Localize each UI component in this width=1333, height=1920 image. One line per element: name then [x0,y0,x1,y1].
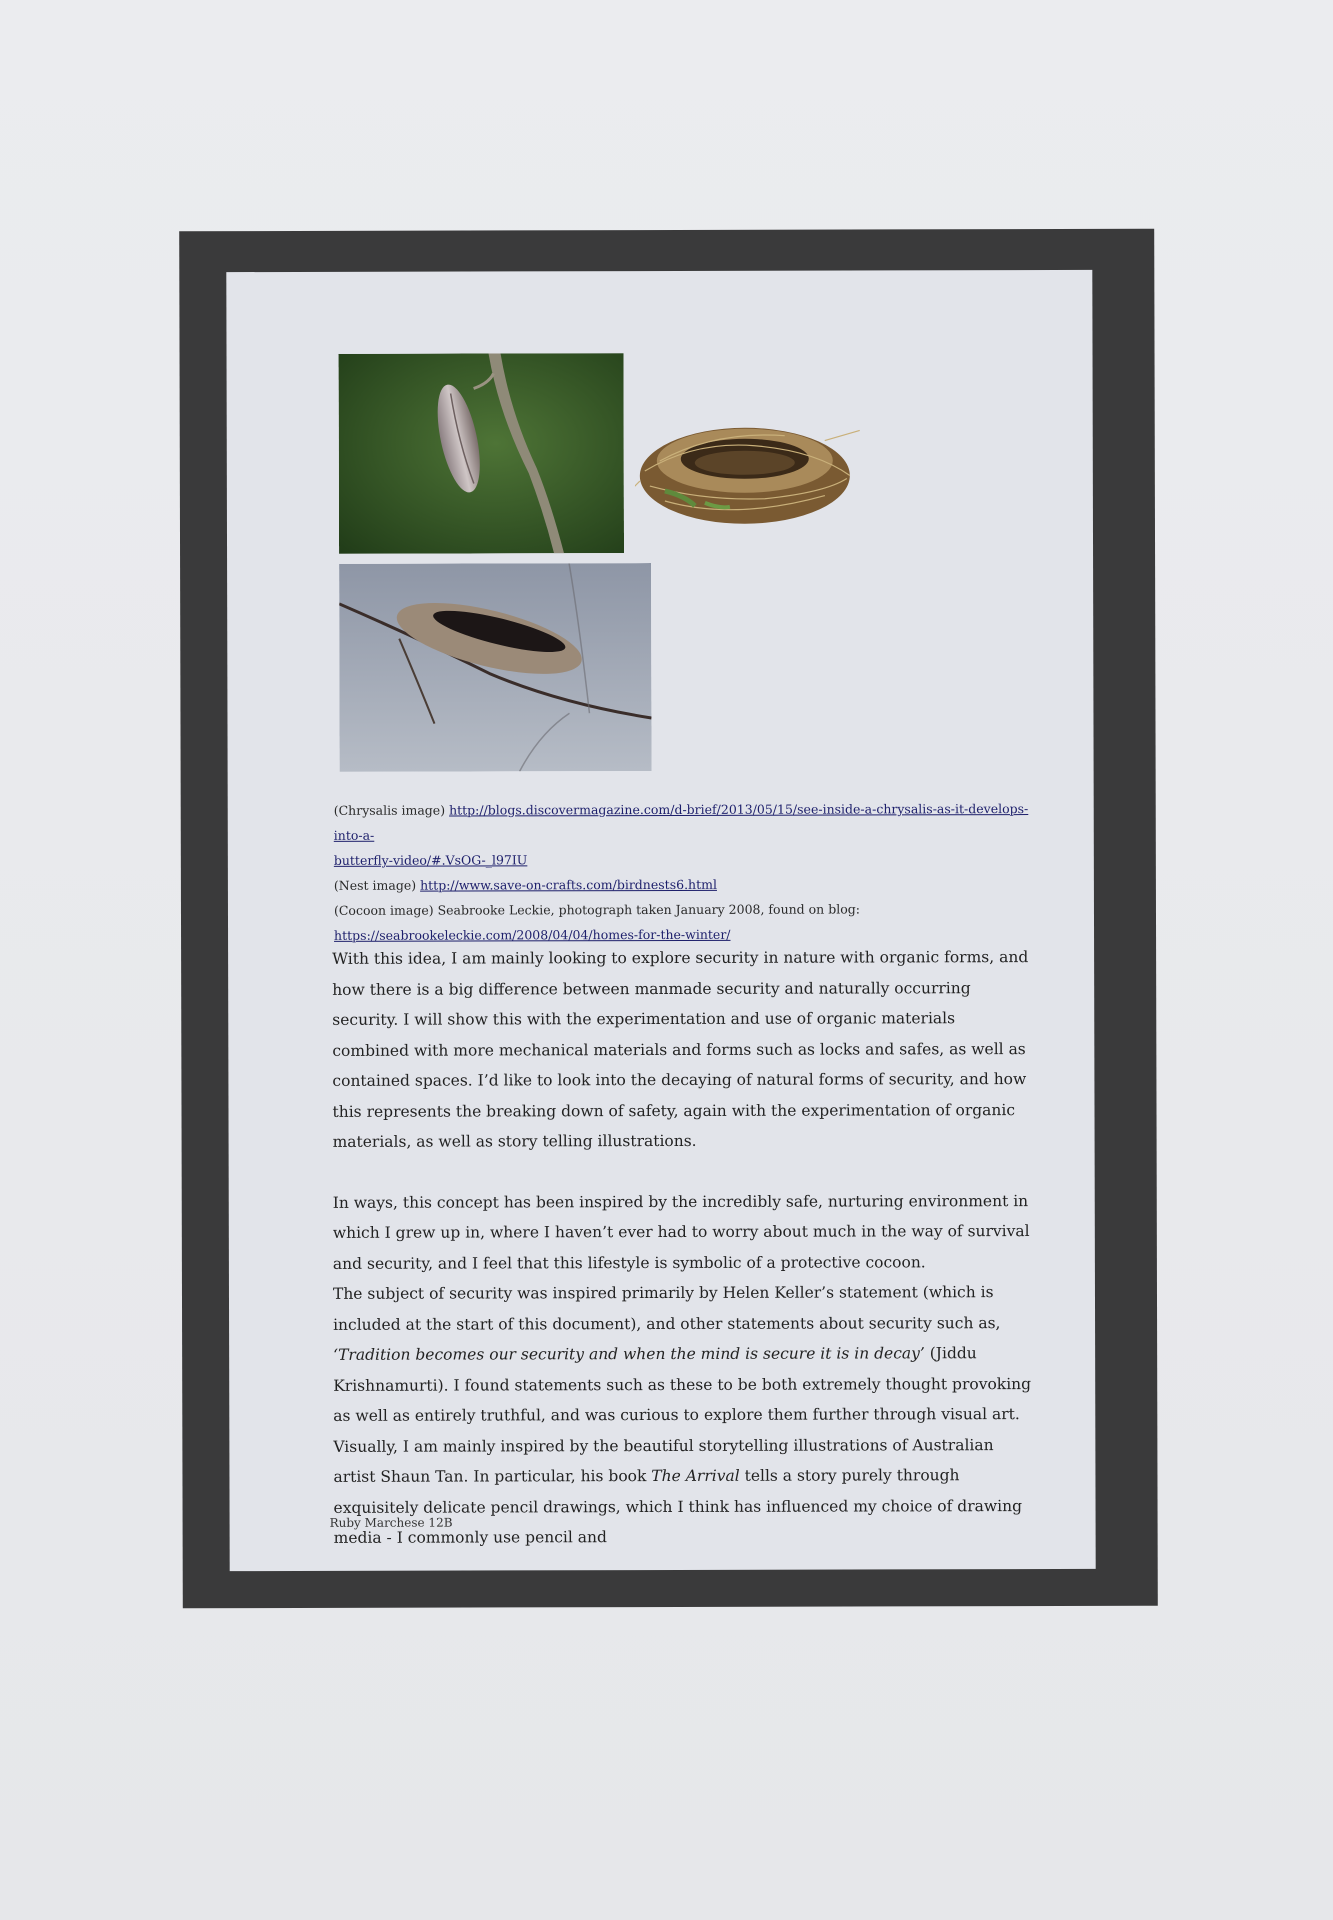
paragraph-3 [333,1277,1033,1431]
krishnamurti-quote: ‘Tradition becomes our security and when the mind is secure it is in decay’ [333,1344,925,1364]
paragraph-3-end: (Jiddu Krishnamurti). I found statements such as these to be both extremely thought provoking as well as entirely truthful, and was curious to explore them further through visual art. [333,1344,1032,1425]
nest-credit [334,871,1034,898]
paragraph-2: In ways, this concept has been inspired by the incredibly safe, nurturing environment in which I grew up in, where I haven’t ever had to worry about much in the way of survival and security, and I feel that this lifestyle is symbolic of a protective cocoon. [332,1191,1030,1273]
chrysalis-credit-link[interactable]: http://blogs.discovermagazine.com/d-brief/2013/05/15/see-inside-a-chrysalis-as-it-develops-into-a- [333,801,1029,843]
chrysalis-credit-link-continued[interactable]: butterfly-video/#.VsOG-_l97IU [333,852,528,868]
body-text [329,942,1034,1553]
paragraph-4-start: Visually, I am mainly inspired by the beautiful storytelling illustrations of Australian artist Shaun Tan. In particular, his book [333,1435,994,1486]
document-page [226,270,1095,1571]
paragraph-4-end: tells a story purely through exquisitely delicate pencil drawings, which I think has influenced my choice of drawing media - I commonly use pencil and [333,1466,1023,1547]
paragraph-3-start: The subject of security was inspired primarily by Helen Keller’s statement (which is included at the start of this document), and other statements about security such as, [332,1283,1001,1334]
page-footer-author: Ruby Marchese 12B [329,1515,453,1530]
nest-credit-link[interactable]: http://www.save-on-crafts.com/birdnests6.html [420,876,717,893]
paragraph-4 [333,1430,1033,1554]
book-title: The Arrival [651,1466,740,1486]
nest-photo [635,380,865,541]
image-credits [334,796,1034,948]
cocoon-photo [339,563,652,772]
chrysalis-photo [339,353,625,554]
nest-credit-label: (Nest image) [333,877,417,893]
chrysalis-credit [334,796,1034,848]
cocoon-credit-link[interactable]: https://seabrookeleckie.com/2008/04/04/homes-for-the-winter/ [334,926,731,943]
cocoon-credit: (Cocoon image) Seabrooke Leckie, photograph taken January 2008, found on blog: [333,901,860,918]
chrysalis-credit-label: (Chrysalis image) [333,802,446,818]
chrysalis-credit-continued [334,846,1034,873]
paragraph-1: With this idea, I am mainly looking to explore security in nature with organic forms, and how there is a big difference between manmade security and naturally occurring security. I will show this with the experimentation and use of organic materials combined with more mechanical materials and forms such as locks and safes, as well as contained spaces. I’d like to look into the decaying of natural forms of security, and how this represents the breaking down of safety, again with the experimentation of organic materials, as well as story telling illustrations. [332,948,1029,1151]
